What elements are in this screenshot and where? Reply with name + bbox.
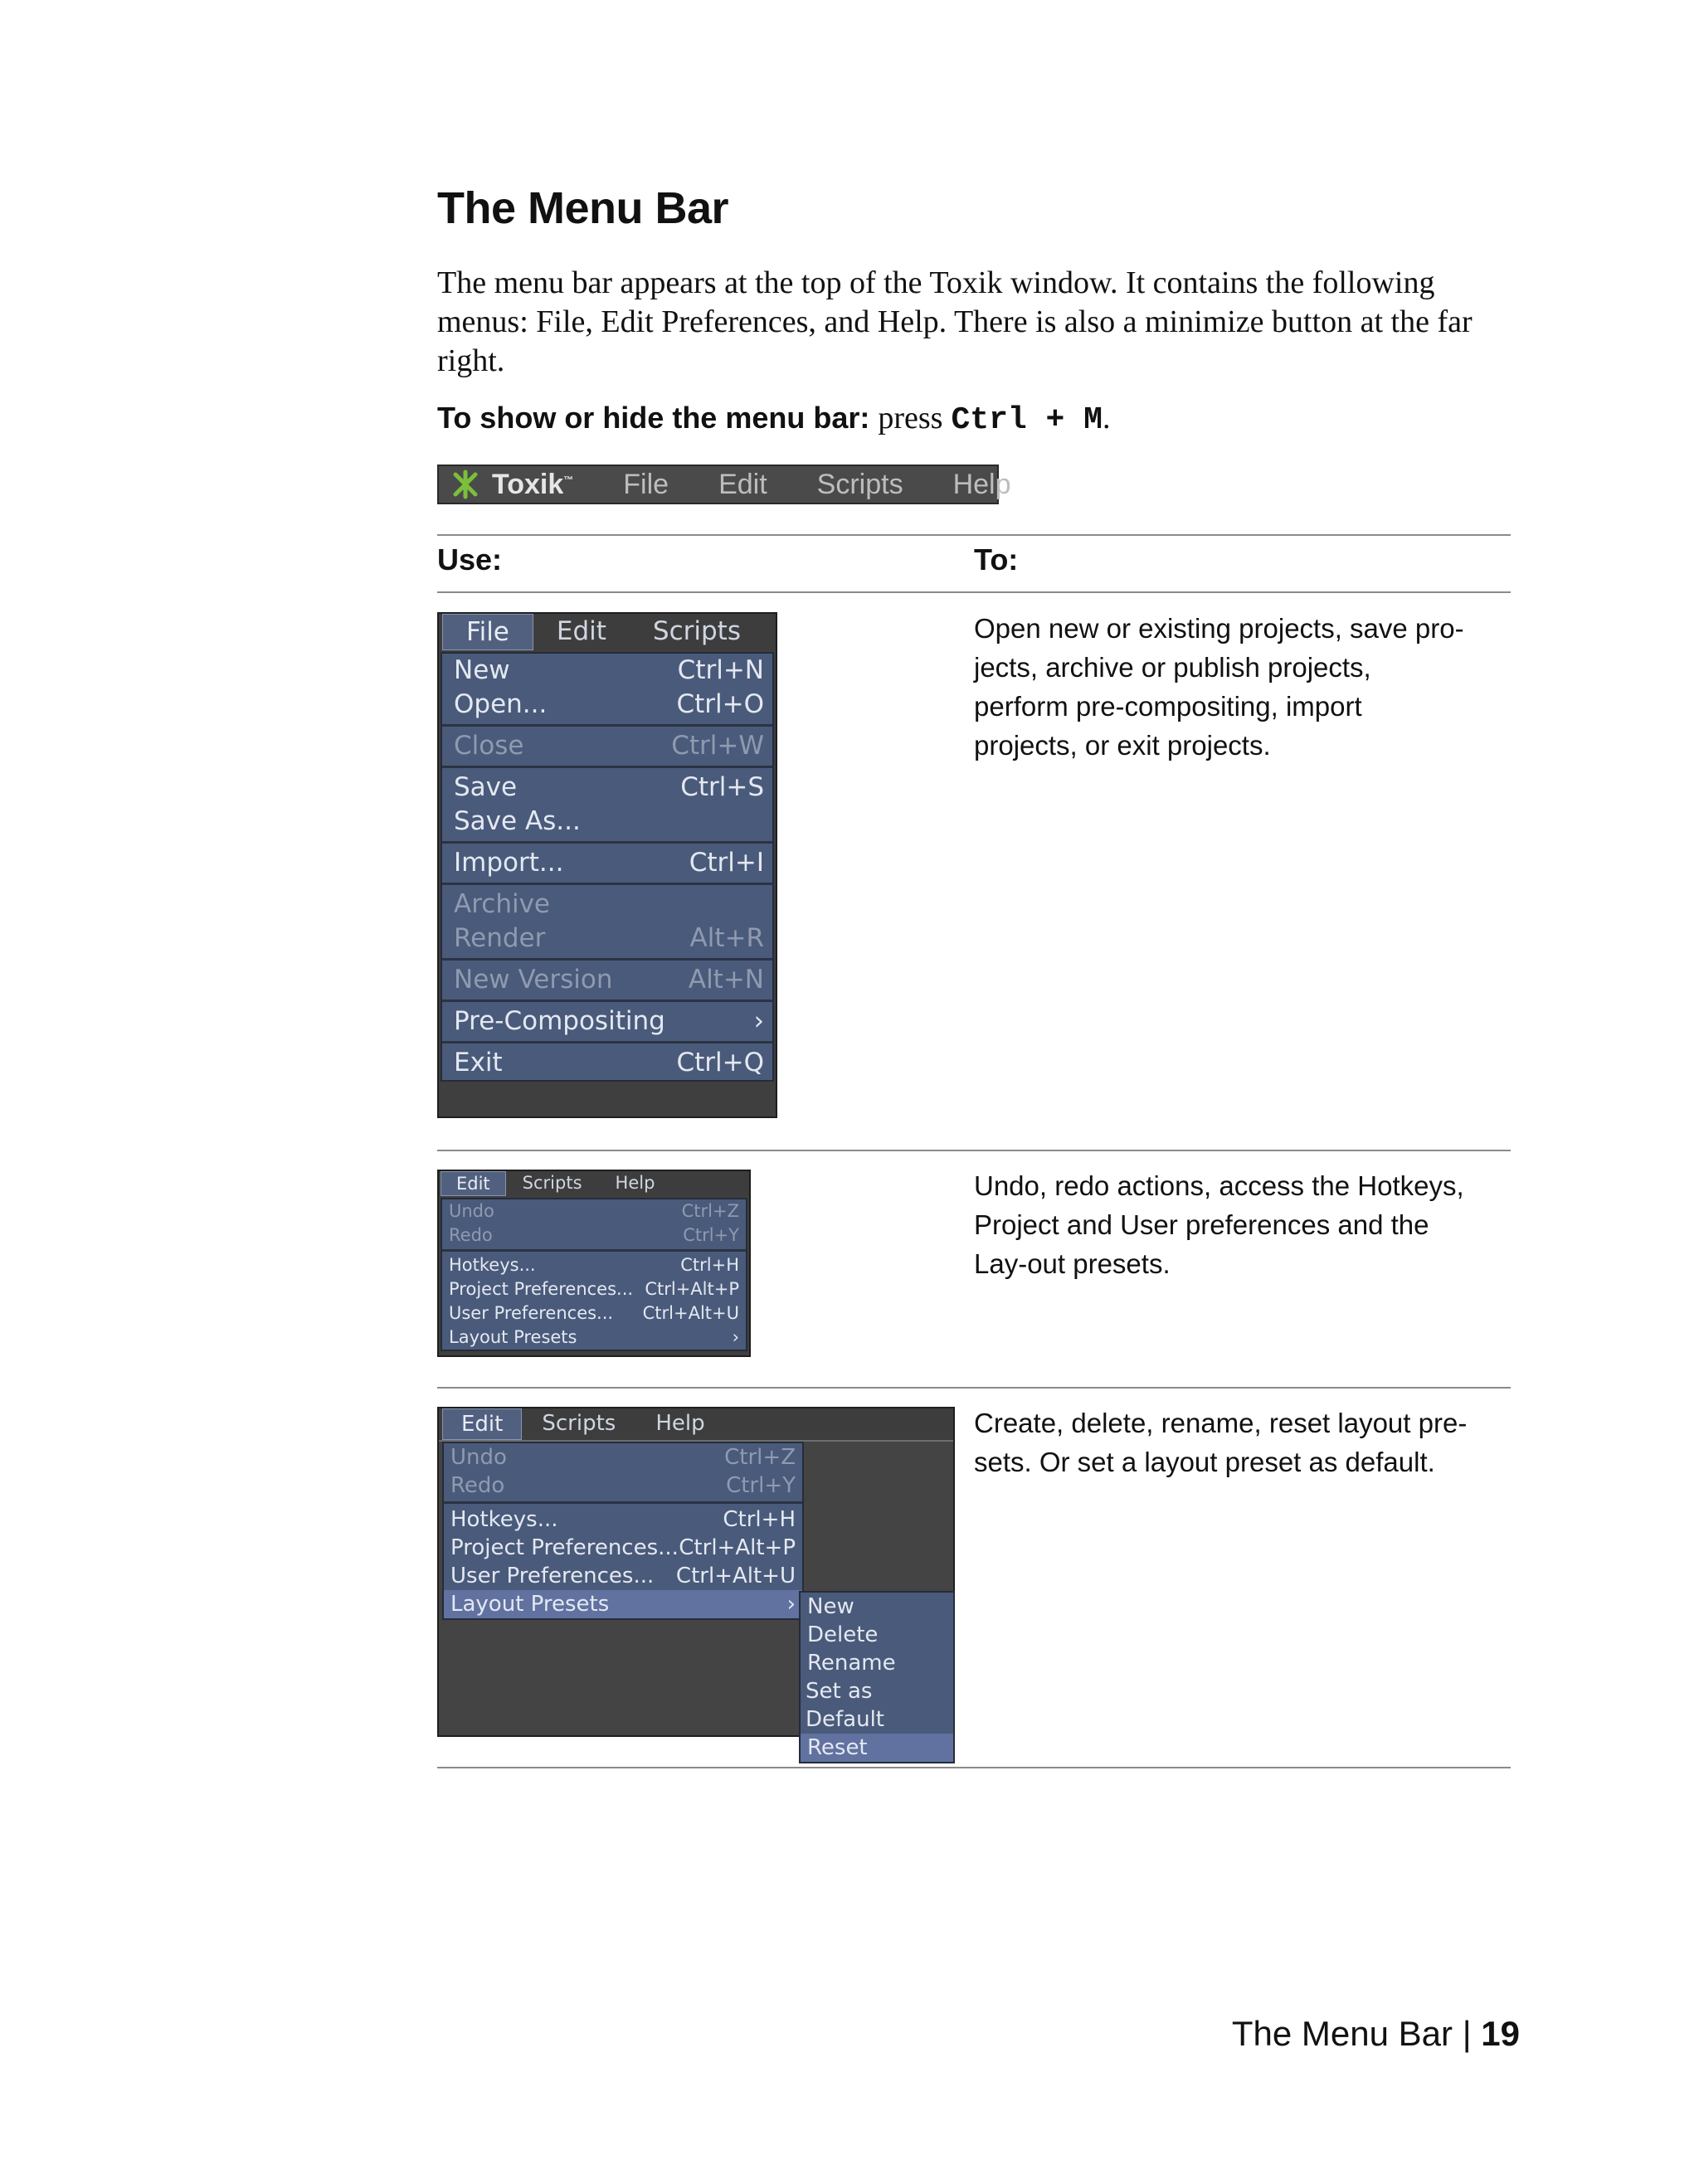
menubar-scripts[interactable]: Scripts	[542, 1411, 616, 1436]
page-title: The Menu Bar	[437, 183, 729, 233]
menu-item-exit[interactable]: Exit Ctrl+Q	[454, 1048, 764, 1077]
submenu-arrow-icon: ›	[732, 1327, 739, 1347]
instruction-end: .	[1102, 401, 1111, 435]
submenu-item-reset[interactable]: Reset	[801, 1734, 953, 1762]
edit-dropdown	[441, 1198, 747, 1351]
instruction-text: press	[878, 401, 943, 435]
menu-item-undo: Undo Ctrl+Z	[450, 1445, 796, 1470]
menu-edit[interactable]: Edit	[718, 468, 767, 500]
menubar-file[interactable]: File	[442, 614, 533, 650]
menu-item-save[interactable]: Save Ctrl+S	[454, 772, 764, 802]
menu-item-save-as[interactable]: Save As...	[454, 806, 581, 836]
menu-item-layout-presets[interactable]: Layout Presets ›	[444, 1590, 802, 1618]
menu-item-redo: Redo Ctrl+Y	[450, 1473, 796, 1498]
toxik-menu-bar	[437, 465, 1011, 504]
file-dropdown	[441, 652, 774, 1082]
menubar-edit[interactable]: Edit	[556, 616, 606, 646]
menu-item-close: Close Ctrl+W	[454, 731, 764, 761]
menu-scripts[interactable]: Scripts	[816, 468, 903, 500]
menu-item-new-version: New Version Alt+N	[454, 965, 764, 995]
table-bottom-rule	[437, 1767, 1511, 1768]
col-header-use: Use:	[437, 542, 503, 576]
menubar-scripts[interactable]: Scripts	[652, 616, 741, 646]
menu-item-import[interactable]: Import... Ctrl+I	[454, 848, 764, 878]
edit-menu-screenshot	[437, 1170, 751, 1357]
row2-rule	[437, 1387, 1511, 1389]
menu-item-project-preferences[interactable]: Project Preferences... Ctrl+Alt+P	[449, 1279, 739, 1299]
file-menu-bar	[439, 614, 776, 650]
menubar-scripts[interactable]: Scripts	[522, 1173, 582, 1193]
edit-menu-bar	[439, 1171, 749, 1196]
instruction	[437, 400, 1110, 438]
col-header-to: To:	[974, 542, 1019, 576]
instruction-label: To show or hide the menu bar:	[437, 401, 870, 435]
intro-paragraph: The menu bar appears at the top of the Toxik window. It contains the following menus: File, Edit Preferences, and Help. There is also a minimize button at the far right.	[437, 265, 1473, 378]
layout-presets-submenu	[799, 1591, 955, 1763]
menu-item-hotkeys[interactable]: Hotkeys... Ctrl+H	[450, 1507, 796, 1532]
menu-item-pre-compositing[interactable]: Pre-Compositing ›	[442, 1004, 772, 1038]
row1-description: Open new or existing projects, save pro-jects, archive or publish projects, perform pre-compositing, import projects, or exit projects.	[974, 613, 1464, 761]
row2-description: Undo, redo actions, access the Hotkeys, Project and User preferences and the Lay-out presets.	[974, 1170, 1464, 1279]
footer-separator: |	[1462, 2014, 1472, 2053]
row3-description: Create, delete, rename, reset layout pre-sets. Or set a layout preset as default.	[974, 1408, 1468, 1477]
menu-item-new[interactable]: New Ctrl+N	[454, 655, 764, 685]
submenu-item-delete[interactable]: Delete	[807, 1622, 879, 1647]
menu-item-redo: Redo Ctrl+Y	[449, 1225, 739, 1245]
menu-item-user-preferences[interactable]: User Preferences... Ctrl+Alt+U	[449, 1303, 739, 1323]
menubar-help[interactable]: Help	[655, 1411, 705, 1436]
file-menu-screenshot	[437, 612, 777, 1118]
footer-section: The Menu Bar	[1231, 2014, 1453, 2053]
menubar-help[interactable]: Help	[615, 1173, 655, 1193]
page-number: 19	[1481, 2014, 1520, 2053]
app-brand: Toxik™	[492, 468, 574, 500]
submenu-item-rename[interactable]: Rename	[807, 1651, 896, 1676]
layout-menu-bar	[439, 1408, 953, 1442]
menu-item-project-preferences[interactable]: Project Preferences... Ctrl+Alt+P	[450, 1535, 796, 1560]
submenu-item-set-as-default[interactable]: Set as Default	[806, 1679, 884, 1732]
header-rule	[437, 591, 1511, 593]
menu-item-layout-presets[interactable]: Layout Presets ›	[442, 1325, 746, 1350]
instruction-keys: Ctrl + M	[951, 402, 1103, 438]
menu-item-user-preferences[interactable]: User Preferences... Ctrl+Alt+U	[450, 1564, 796, 1588]
table-top-rule	[437, 534, 1511, 536]
menu-item-hotkeys[interactable]: Hotkeys... Ctrl+H	[449, 1255, 739, 1275]
page-footer	[1232, 2014, 1520, 2054]
menu-item-render: Render Alt+R	[454, 923, 764, 953]
submenu-item-new[interactable]: New	[807, 1594, 854, 1619]
submenu-arrow-icon: ›	[786, 1592, 796, 1617]
menubar-edit[interactable]: Edit	[441, 1171, 506, 1196]
menu-help[interactable]: Help	[952, 468, 1011, 500]
toxik-logo-icon	[450, 468, 480, 501]
menu-item-archive: Archive	[454, 889, 550, 919]
menu-item-open[interactable]: Open... Ctrl+O	[454, 689, 764, 719]
submenu-arrow-icon: ›	[753, 1006, 764, 1036]
menu-item-undo: Undo Ctrl+Z	[449, 1201, 739, 1221]
layout-presets-screenshot	[437, 1407, 955, 1760]
row1-rule	[437, 1150, 1511, 1151]
layout-edit-dropdown	[442, 1442, 804, 1620]
menu-file[interactable]: File	[623, 468, 669, 500]
menubar-edit[interactable]: Edit	[442, 1408, 522, 1440]
